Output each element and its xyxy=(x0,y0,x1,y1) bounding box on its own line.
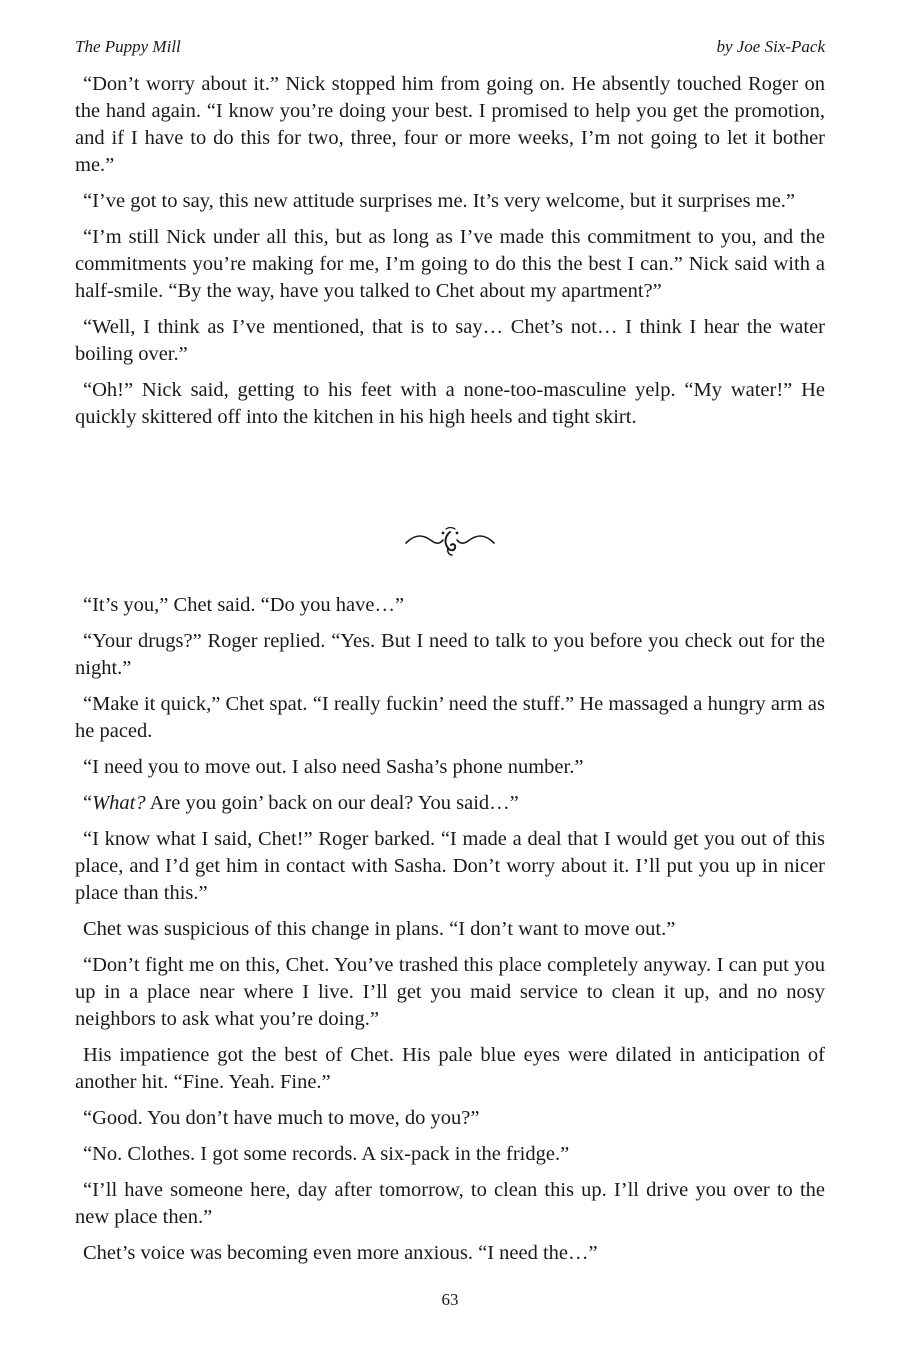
text-block-after-break xyxy=(75,592,825,1267)
paragraph: “I’m still Nick under all this, but as long as I’ve made this commitment to you, and the commitments you’re making for me, I’m going to do this the best I can.” Nick said with a half-smile. “By the way, have you talked to Chet about my apartment?” xyxy=(75,226,825,302)
running-header xyxy=(75,37,825,57)
paragraph: “Good. You don’t have much to move, do you?” xyxy=(83,1107,480,1129)
open-quote: “ xyxy=(83,792,93,814)
paragraph: “Make it quick,” Chet spat. “I really fuckin’ need the stuff.” He massaged a hungry arm as he paced. xyxy=(75,693,825,742)
paragraph: “Oh!” Nick said, getting to his feet with a none-too-masculine yelp. “My water!” He quickly skittered off into the kitchen in his high heels and tight skirt. xyxy=(75,379,825,428)
paragraph: “I know what I said, Chet!” Roger barked. “I made a deal that I would get you out of this place, and I’d get him in contact with Sasha. Don’t worry about it. I’ll put you up in nicer place than this.” xyxy=(75,828,825,904)
paragraph: “It’s you,” Chet said. “Do you have…” xyxy=(83,594,405,616)
paragraph-rest: Are you goin’ back on our deal? You said…” xyxy=(145,792,519,814)
paragraph: “Don’t fight me on this, Chet. You’ve trashed this place completely anyway. I can put you up in a place near where I live. I’ll get you maid service to clean it up, and no nosy neighbors to ask what you’re doing.” xyxy=(75,954,825,1030)
text-block-before-break xyxy=(75,71,825,431)
paragraph: Chet was suspicious of this change in plans. “I don’t want to move out.” xyxy=(83,918,676,940)
paragraph: “Your drugs?” Roger replied. “Yes. But I need to talk to you before you check out for the night.” xyxy=(75,630,825,679)
author-name: by Joe Six-Pack xyxy=(716,37,825,56)
fleuron-ornament-icon xyxy=(402,523,498,562)
paragraph: “I’ve got to say, this new attitude surprises me. It’s very welcome, but it surprises me.” xyxy=(83,190,796,212)
book-title: The Puppy Mill xyxy=(75,37,181,56)
paragraph: “I’ll have someone here, day after tomorrow, to clean this up. I’ll drive you over to the new place then.” xyxy=(75,1179,825,1228)
paragraph: “Don’t worry about it.” Nick stopped him from going on. He absently touched Roger on the hand again. “I know you’re doing your best. I promised to help you get the promotion, and if I have to do this for two, three, four or more weeks, I’m not going to let it bother me.” xyxy=(75,73,825,176)
paragraph: His impatience got the best of Chet. His pale blue eyes were dilated in anticipation of another hit. “Fine. Yeah. Fine.” xyxy=(75,1044,825,1093)
paragraph: Chet’s voice was becoming even more anxious. “I need the…” xyxy=(83,1242,598,1264)
scene-break xyxy=(0,523,900,562)
paragraph: “I need you to move out. I also need Sasha’s phone number.” xyxy=(83,756,584,778)
paragraph xyxy=(75,790,825,817)
emphasized-word: What? xyxy=(92,792,146,814)
paragraph: “Well, I think as I’ve mentioned, that is to say… Chet’s not… I think I hear the water boiling over.” xyxy=(75,316,825,365)
paragraph: “No. Clothes. I got some records. A six-pack in the fridge.” xyxy=(83,1143,570,1165)
page-number: 63 xyxy=(441,1290,459,1309)
